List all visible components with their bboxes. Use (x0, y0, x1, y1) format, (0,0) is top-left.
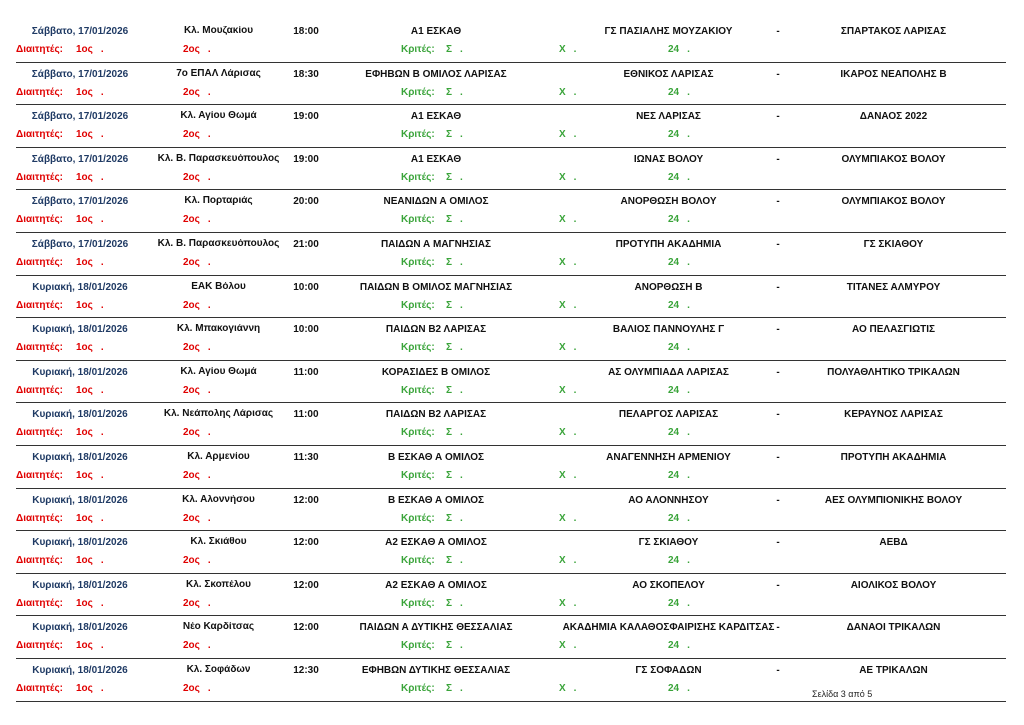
referees-label: Διαιτητές: (16, 512, 63, 524)
away-team: ΔΑΝΑΟΣ 2022 (859, 111, 928, 123)
home-team: ΓΣ ΣΟΦΑΔΩΝ (635, 664, 702, 676)
away-team: ΣΠΑΡΤΑΚΟΣ ΛΑΡΙΣΑΣ (840, 26, 947, 37)
home-team: ΕΘΝΙΚΟΣ ΛΑΡΙΣΑΣ (623, 68, 714, 80)
referee-2: 2ος . (183, 384, 211, 396)
match-info-line (16, 409, 1006, 423)
judge-shot-clock: 24 . (668, 512, 690, 524)
match-time: 18:30 (293, 68, 319, 80)
match-category: Α2 ΕΣΚΑΘ Α ΟΜΙΛΟΣ (385, 537, 487, 549)
match-row (16, 318, 1006, 361)
home-team: ΑΝΟΡΘΩΣΗ Β (634, 281, 703, 293)
match-venue: ΕΑΚ Βόλου (191, 281, 246, 292)
vs-dash: - (776, 622, 780, 634)
judges-label: Κριτές: (401, 44, 435, 55)
referee-2: 2ος . (183, 597, 211, 609)
referees-label: Διαιτητές: (16, 129, 63, 141)
match-category: ΕΦΗΒΩΝ Β ΟΜΙΛΟΣ ΛΑΡΙΣΑΣ (365, 68, 507, 80)
match-category: Α1 ΕΣΚΑΘ (410, 26, 462, 37)
match-category: Β ΕΣΚΑΘ Α ΟΜΙΛΟΣ (387, 451, 485, 463)
match-info-line (16, 367, 1006, 381)
home-team: ΑΝΑΓΕΝΝΗΣΗ ΑΡΜΕΝΙΟΥ (606, 451, 731, 463)
referee-1: 1ος . (76, 682, 104, 694)
match-venue: Κλ. Αλοννήσου (182, 494, 255, 505)
away-team: ΠΡΟΤΥΠΗ ΑΚΑΔΗΜΙΑ (840, 451, 947, 463)
match-row (16, 531, 1006, 574)
judges-label: Κριτές: (401, 682, 435, 694)
match-date: Σάββατο, 17/01/2026 (31, 26, 129, 37)
away-team: ΑΕΒΔ (879, 537, 908, 549)
referee-2: 2ος . (183, 555, 211, 567)
match-row (16, 276, 1006, 319)
home-team: ΑΝΟΡΘΩΣΗ ΒΟΛΟΥ (620, 196, 717, 208)
referees-label: Διαιτητές: (16, 44, 63, 55)
match-time: 12:30 (293, 664, 319, 676)
match-info-line (16, 282, 1006, 296)
match-date: Κυριακή, 18/01/2026 (32, 537, 128, 549)
judge-timer: Χ . (559, 256, 577, 268)
match-date: Κυριακή, 18/01/2026 (32, 281, 128, 293)
referees-label: Διαιτητές: (16, 299, 63, 311)
home-team: ΓΣ ΣΚΙΑΘΟΥ (638, 537, 699, 549)
match-time: 12:00 (293, 579, 319, 591)
away-team: ΑΟ ΠΕΛΑΣΓΙΩΤΙΣ (852, 324, 935, 336)
judge-scorer: Σ . (446, 44, 463, 55)
referees-label: Διαιτητές: (16, 384, 63, 396)
judges-label: Κριτές: (401, 342, 435, 354)
referee-1: 1ος . (76, 384, 104, 396)
away-team: ΚΕΡΑΥΝΟΣ ΛΑΡΙΣΑΣ (844, 409, 943, 421)
officials-line (16, 257, 1006, 271)
referee-1: 1ος . (76, 129, 104, 141)
referee-1: 1ος . (76, 427, 104, 439)
match-row (16, 105, 1006, 148)
vs-dash: - (776, 579, 780, 591)
officials-line (16, 172, 1006, 186)
match-venue: Κλ. Β. Παρασκευόπουλος (157, 153, 280, 164)
match-time: 19:00 (293, 153, 319, 165)
home-team: ΑΟ ΑΛΟΝΝΗΣΟΥ (628, 494, 709, 506)
judge-scorer: Σ . (446, 384, 463, 396)
referee-2: 2ος . (183, 512, 211, 524)
judge-timer: Χ . (559, 171, 577, 183)
match-date: Σάββατο, 17/01/2026 (31, 111, 129, 123)
judge-scorer: Σ . (446, 512, 463, 524)
match-date: Κυριακή, 18/01/2026 (32, 409, 128, 421)
match-date: Κυριακή, 18/01/2026 (32, 579, 128, 591)
match-venue: Κλ. Σοφάδων (186, 664, 251, 675)
match-row (16, 361, 1006, 404)
referee-2: 2ος . (183, 171, 211, 183)
officials-line (16, 87, 1006, 101)
match-date: Κυριακή, 18/01/2026 (32, 324, 128, 336)
judge-shot-clock: 24 . (668, 299, 690, 311)
judge-scorer: Σ . (446, 682, 463, 694)
match-date: Κυριακή, 18/01/2026 (32, 664, 128, 676)
home-team: ΒΑΛΙΟΣ ΠΑΝΝΟΥΛΗΣ Γ (612, 324, 725, 336)
match-time: 11:00 (293, 366, 319, 378)
away-team: ΑΕ ΤΡΙΚΑΛΩΝ (859, 664, 928, 676)
judge-timer: Χ . (559, 214, 577, 226)
judge-shot-clock: 24 . (668, 44, 690, 55)
referee-2: 2ος . (183, 469, 211, 481)
match-row (16, 20, 1006, 63)
home-team: ΠΡΟΤΥΠΗ ΑΚΑΔΗΜΙΑ (615, 238, 722, 250)
judge-shot-clock: 24 . (668, 256, 690, 268)
referee-1: 1ος . (76, 640, 104, 652)
officials-line (16, 640, 1006, 654)
referee-1: 1ος . (76, 597, 104, 609)
home-team: ΑΣ ΟΛΥΜΠΙΑΔΑ ΛΑΡΙΣΑΣ (608, 366, 729, 378)
away-team: ΤΙΤΑΝΕΣ ΑΛΜΥΡΟΥ (846, 281, 941, 293)
match-category: ΠΑΙΔΩΝ Β2 ΛΑΡΙΣΑΣ (385, 409, 487, 421)
match-info-line (16, 495, 1006, 509)
judge-timer: Χ . (559, 427, 577, 439)
home-team: ΝΕΣ ΛΑΡΙΣΑΣ (636, 111, 701, 123)
referee-1: 1ος . (76, 86, 104, 98)
match-category: ΚΟΡΑΣΙΔΕΣ Β ΟΜΙΛΟΣ (381, 366, 491, 378)
referee-2: 2ος . (183, 129, 211, 141)
officials-line (16, 427, 1006, 441)
judges-label: Κριτές: (401, 299, 435, 311)
match-category: Α1 ΕΣΚΑΘ (410, 111, 462, 123)
referees-label: Διαιτητές: (16, 214, 63, 226)
referee-2: 2ος . (183, 44, 211, 55)
vs-dash: - (776, 153, 780, 165)
officials-line (16, 470, 1006, 484)
match-info-line (16, 239, 1006, 253)
judges-label: Κριτές: (401, 384, 435, 396)
referee-1: 1ος . (76, 256, 104, 268)
vs-dash: - (776, 409, 780, 421)
judges-label: Κριτές: (401, 171, 435, 183)
judge-scorer: Σ . (446, 469, 463, 481)
referees-label: Διαιτητές: (16, 597, 63, 609)
away-team: ΑΕΣ ΟΛΥΜΠΙΟΝΙΚΗΣ ΒΟΛΟΥ (824, 494, 963, 506)
vs-dash: - (776, 366, 780, 378)
judge-timer: Χ . (559, 640, 577, 652)
judge-scorer: Σ . (446, 256, 463, 268)
officials-line (16, 555, 1006, 569)
match-venue: Κλ. Πορταριάς (184, 196, 253, 207)
match-date: Κυριακή, 18/01/2026 (32, 451, 128, 463)
match-info-line (16, 196, 1006, 210)
judge-timer: Χ . (559, 86, 577, 98)
match-venue: Κλ. Αγίου Θωμά (180, 366, 257, 377)
judge-timer: Χ . (559, 44, 577, 55)
match-venue: 7ο ΕΠΑΛ Λάρισας (176, 68, 261, 79)
judge-timer: Χ . (559, 129, 577, 141)
officials-line (16, 214, 1006, 228)
match-category: ΠΑΙΔΩΝ Α ΔΥΤΙΚΗΣ ΘΕΣΣΑΛΙΑΣ (359, 622, 513, 634)
officials-line (16, 598, 1006, 612)
judge-scorer: Σ . (446, 214, 463, 226)
match-venue: Κλ. Σκοπέλου (186, 579, 251, 590)
referees-label: Διαιτητές: (16, 256, 63, 268)
match-time: 21:00 (293, 238, 319, 250)
match-info-line (16, 324, 1006, 338)
match-row (16, 446, 1006, 489)
vs-dash: - (776, 238, 780, 250)
match-category: ΕΦΗΒΩΝ ΔΥΤΙΚΗΣ ΘΕΣΣΑΛΙΑΣ (361, 664, 511, 676)
judge-timer: Χ . (559, 597, 577, 609)
officials-line (16, 44, 1006, 58)
home-team: ΙΩΝΑΣ ΒΟΛΟΥ (633, 153, 704, 165)
judges-label: Κριτές: (401, 597, 435, 609)
officials-line (16, 513, 1006, 527)
judges-label: Κριτές: (401, 512, 435, 524)
judge-shot-clock: 24 . (668, 86, 690, 98)
vs-dash: - (776, 494, 780, 506)
match-date: Σάββατο, 17/01/2026 (31, 68, 129, 80)
away-team: ΠΟΛΥΑΘΛΗΤΙΚΟ ΤΡΙΚΑΛΩΝ (827, 366, 960, 378)
vs-dash: - (776, 451, 780, 463)
match-info-line (16, 69, 1006, 83)
vs-dash: - (776, 111, 780, 123)
vs-dash: - (776, 664, 780, 676)
match-category: ΠΑΙΔΩΝ Β ΟΜΙΛΟΣ ΜΑΓΝΗΣΙΑΣ (359, 281, 513, 293)
away-team: ΔΑΝΑΟΙ ΤΡΙΚΑΛΩΝ (846, 622, 941, 634)
referees-label: Διαιτητές: (16, 427, 63, 439)
match-category: Α1 ΕΣΚΑΘ (410, 153, 462, 165)
match-time: 12:00 (293, 537, 319, 549)
match-info-line (16, 26, 1006, 40)
officials-line (16, 300, 1006, 314)
match-category: Β ΕΣΚΑΘ Α ΟΜΙΛΟΣ (387, 494, 485, 506)
referee-1: 1ος . (76, 44, 104, 55)
match-row (16, 403, 1006, 446)
match-time: 20:00 (293, 196, 319, 208)
page-number: Σελίδα 3 από 5 (812, 689, 873, 699)
judges-label: Κριτές: (401, 214, 435, 226)
match-venue: Κλ. Μπακογιάννη (176, 324, 261, 335)
referee-2: 2ος . (183, 427, 211, 439)
match-time: 19:00 (293, 111, 319, 123)
match-date: Κυριακή, 18/01/2026 (32, 494, 128, 506)
judge-timer: Χ . (559, 384, 577, 396)
match-info-line (16, 580, 1006, 594)
match-date: Σάββατο, 17/01/2026 (31, 196, 129, 208)
referee-2: 2ος . (183, 214, 211, 226)
match-row (16, 616, 1006, 659)
match-category: ΠΑΙΔΩΝ Β2 ΛΑΡΙΣΑΣ (385, 324, 487, 336)
referees-label: Διαιτητές: (16, 342, 63, 354)
judge-timer: Χ . (559, 555, 577, 567)
judge-scorer: Σ . (446, 86, 463, 98)
away-team: ΙΚΑΡΟΣ ΝΕΑΠΟΛΗΣ Β (840, 68, 947, 80)
match-info-line (16, 622, 1006, 636)
match-row (16, 233, 1006, 276)
match-venue: Κλ. Αρμενίου (187, 451, 250, 462)
referee-2: 2ος . (183, 299, 211, 311)
match-row (16, 148, 1006, 191)
judge-timer: Χ . (559, 512, 577, 524)
home-team: ΓΣ ΠΑΣΙΑΛΗΣ ΜΟΥΖΑΚΙΟΥ (604, 26, 733, 37)
judges-label: Κριτές: (401, 555, 435, 567)
referee-2: 2ος . (183, 682, 211, 694)
home-team: ΠΕΛΑΡΓΟΣ ΛΑΡΙΣΑΣ (618, 409, 719, 421)
judge-timer: Χ . (559, 299, 577, 311)
judge-shot-clock: 24 . (668, 342, 690, 354)
judge-scorer: Σ . (446, 299, 463, 311)
match-schedule (16, 20, 1006, 702)
judges-label: Κριτές: (401, 256, 435, 268)
match-date: Σάββατο, 17/01/2026 (31, 238, 129, 250)
match-time: 12:00 (293, 494, 319, 506)
referee-1: 1ος . (76, 171, 104, 183)
referees-label: Διαιτητές: (16, 682, 63, 694)
match-venue: Κλ. Μουζακίου (183, 26, 254, 36)
referee-2: 2ος . (183, 86, 211, 98)
match-venue: Κλ. Αγίου Θωμά (180, 111, 257, 122)
judge-shot-clock: 24 . (668, 427, 690, 439)
judge-scorer: Σ . (446, 640, 463, 652)
referee-1: 1ος . (76, 555, 104, 567)
vs-dash: - (776, 281, 780, 293)
judge-scorer: Σ . (446, 342, 463, 354)
match-row (16, 489, 1006, 532)
vs-dash: - (776, 324, 780, 336)
judge-scorer: Σ . (446, 129, 463, 141)
match-venue: Κλ. Β. Παρασκευόπουλος (157, 238, 280, 249)
match-row (16, 574, 1006, 617)
match-venue: Κλ. Νεάπολης Λάρισας (163, 409, 274, 420)
match-row (16, 63, 1006, 106)
vs-dash: - (776, 196, 780, 208)
match-venue: Νέο Καρδίτσας (182, 622, 255, 633)
match-time: 11:00 (293, 409, 319, 421)
referee-1: 1ος . (76, 512, 104, 524)
referee-1: 1ος . (76, 342, 104, 354)
referee-1: 1ος . (76, 469, 104, 481)
vs-dash: - (776, 537, 780, 549)
away-team: ΓΣ ΣΚΙΑΘΟΥ (863, 238, 924, 250)
judge-shot-clock: 24 . (668, 469, 690, 481)
referees-label: Διαιτητές: (16, 469, 63, 481)
referees-label: Διαιτητές: (16, 171, 63, 183)
match-info-line (16, 154, 1006, 168)
officials-line (16, 342, 1006, 356)
judges-label: Κριτές: (401, 86, 435, 98)
match-time: 11:30 (293, 451, 319, 463)
judges-label: Κριτές: (401, 640, 435, 652)
match-category: ΠΑΙΔΩΝ Α ΜΑΓΝΗΣΙΑΣ (380, 238, 492, 250)
officials-line (16, 385, 1006, 399)
referee-2: 2ος . (183, 640, 211, 652)
judge-timer: Χ . (559, 682, 577, 694)
match-info-line (16, 452, 1006, 466)
judge-scorer: Σ . (446, 597, 463, 609)
match-category: Α2 ΕΣΚΑΘ Α ΟΜΙΛΟΣ (385, 579, 487, 591)
vs-dash: - (776, 26, 780, 37)
match-time: 12:00 (293, 622, 319, 634)
referee-2: 2ος . (183, 342, 211, 354)
match-time: 10:00 (293, 324, 319, 336)
away-team: ΑΙΟΛΙΚΟΣ ΒΟΛΟΥ (850, 579, 937, 591)
judge-shot-clock: 24 . (668, 129, 690, 141)
judges-label: Κριτές: (401, 427, 435, 439)
judge-shot-clock: 24 . (668, 555, 690, 567)
judge-shot-clock: 24 . (668, 597, 690, 609)
referees-label: Διαιτητές: (16, 86, 63, 98)
referee-1: 1ος . (76, 299, 104, 311)
referee-1: 1ος . (76, 214, 104, 226)
match-info-line (16, 665, 1006, 679)
judge-scorer: Σ . (446, 171, 463, 183)
judges-label: Κριτές: (401, 469, 435, 481)
judge-shot-clock: 24 . (668, 384, 690, 396)
match-row (16, 190, 1006, 233)
vs-dash: - (776, 68, 780, 80)
match-venue: Κλ. Σκιάθου (190, 537, 247, 548)
away-team: ΟΛΥΜΠΙΑΚΟΣ ΒΟΛΟΥ (841, 153, 946, 165)
referees-label: Διαιτητές: (16, 555, 63, 567)
judge-shot-clock: 24 . (668, 171, 690, 183)
judge-timer: Χ . (559, 469, 577, 481)
away-team: ΟΛΥΜΠΙΑΚΟΣ ΒΟΛΟΥ (841, 196, 946, 208)
match-date: Κυριακή, 18/01/2026 (32, 622, 128, 634)
officials-line (16, 129, 1006, 143)
judges-label: Κριτές: (401, 129, 435, 141)
match-time: 10:00 (293, 281, 319, 293)
judge-scorer: Σ . (446, 427, 463, 439)
match-info-line (16, 537, 1006, 551)
match-date: Κυριακή, 18/01/2026 (32, 366, 128, 378)
referee-2: 2ος . (183, 256, 211, 268)
judge-shot-clock: 24 . (668, 640, 690, 652)
referees-label: Διαιτητές: (16, 640, 63, 652)
home-team: ΑΚΑΔΗΜΙΑ ΚΑΛΑΘΟΣΦΑΙΡΙΣΗΣ ΚΑΡΔΙΤΣΑΣ (562, 622, 775, 634)
judge-shot-clock: 24 . (668, 214, 690, 226)
match-date: Σάββατο, 17/01/2026 (31, 153, 129, 165)
match-info-line (16, 111, 1006, 125)
judge-timer: Χ . (559, 342, 577, 354)
home-team: ΑΟ ΣΚΟΠΕΛΟΥ (632, 579, 705, 591)
match-category: ΝΕΑΝΙΔΩΝ Α ΟΜΙΛΟΣ (383, 196, 489, 208)
judge-shot-clock: 24 . (668, 682, 690, 694)
judge-scorer: Σ . (446, 555, 463, 567)
match-time: 18:00 (293, 26, 319, 37)
